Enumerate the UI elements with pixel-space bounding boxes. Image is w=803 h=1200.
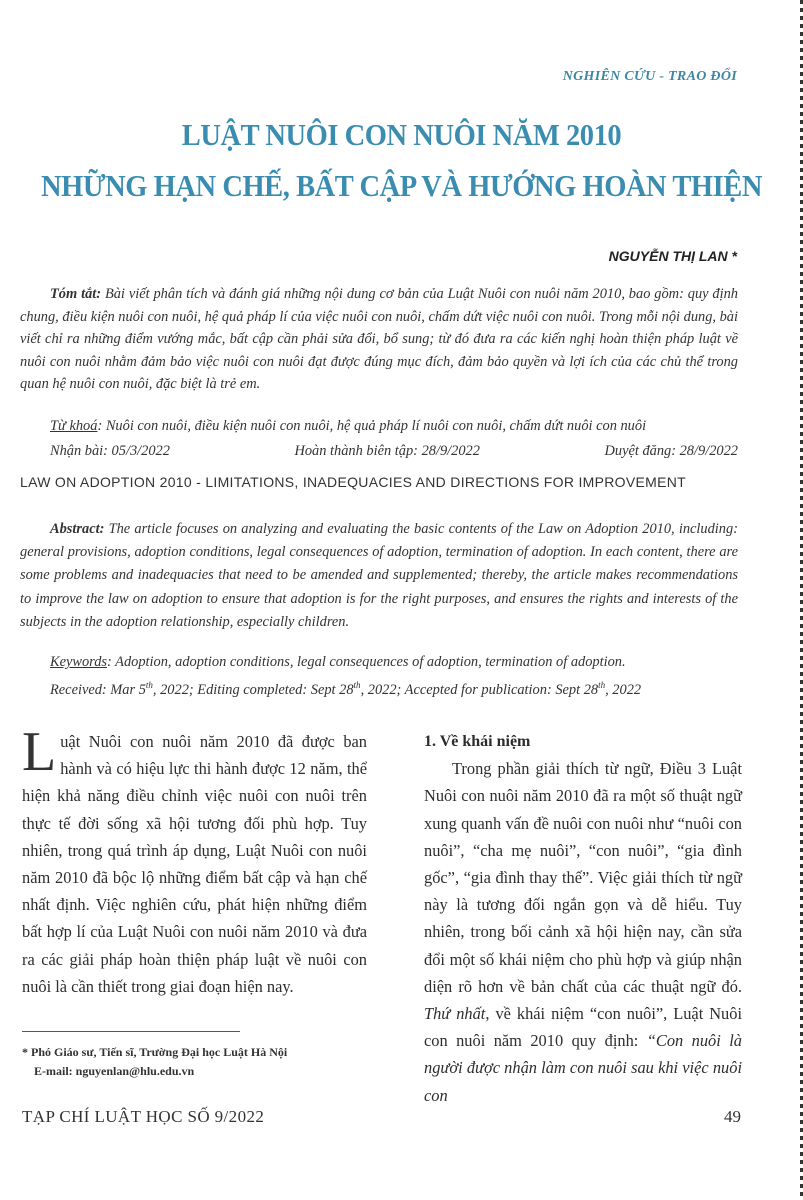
dates-vietnamese [50, 443, 738, 460]
accepted-en-text: , 2022; Accepted for publication: Sept 28 [360, 681, 599, 698]
edited-date-vn: Hoàn thành biên tập: 28/9/2022 [294, 443, 480, 459]
drop-cap: L [22, 721, 57, 783]
received-date-vn: Nhận bài: 05/3/2022 [50, 443, 170, 459]
article-title-line2: NHỮNG HẠN CHẾ, BẤT CẬP VÀ HƯỚNG HOÀN THIỆN [41, 168, 762, 203]
section1-emphasis: Thứ nhất [424, 1004, 486, 1024]
section1-text-b: , về khái niệm “con nuôi”, Luật Nuôi con nuôi năm 2010 quy định: [424, 1004, 743, 1051]
keywords-vn-label: Từ khoá [50, 418, 98, 434]
accepted-en-year: , 2022 [605, 681, 642, 698]
keywords-vietnamese [50, 418, 740, 435]
footnote-divider [22, 1031, 240, 1032]
intro-paragraph: uật Nuôi con nuôi năm 2010 đã được ban hành và có hiệu lực thi hành được 12 năm, thể hiện khả năng điều chỉnh việc nuôi con nuôi trên thực tế đời sống xã hội tương đối phù hợp. Tuy nhiên, trong quá trình áp dụng, Luật Nuôi con nuôi năm 2010 đã bộc lộ những điểm bất cập và hạn chế nhất định. Việc nghiên cứu, phát hiện những điểm bất hợp lí của Luật Nuôi con nuôi năm 2010 và đưa ra các giải pháp hoàn thiện pháp luật về nuôi con nuôi là cần thiết trong giai đoạn hiện nay. [22, 732, 367, 996]
footnote-affiliation: * Phó Giáo sư, Tiến sĩ, Trường Đại học Luật Hà Nội [22, 1045, 288, 1059]
received-en-text: Received: Mar 5 [50, 681, 146, 698]
keywords-en-label: Keywords [50, 654, 108, 670]
abstract-en-text: The article focuses on analyzing and evaluating the basic contents of the Law on Adoption 2010, including: general provisions, adoption conditions, legal consequences of adoption, termination of adoption. In each content, there are some problems and inadequacies that need to be amended and supplemented; thereby, the article makes recommendations to improve the law on adoption to ensure that adoption is for the right purposes, and ensures the rights and interests of the subjects in the adoption relationship, especially children. [20, 521, 738, 630]
abstract-en-label: Abstract: [50, 521, 105, 537]
received-en-sup: th [145, 680, 153, 690]
abstract-vn-label: Tóm tắt: [50, 286, 102, 302]
footnote [22, 1043, 382, 1081]
dates-english [50, 680, 740, 699]
keywords-vn-text: : Nuôi con nuôi, điều kiện nuôi con nuôi, hệ quả pháp lí nuôi con nuôi, chấm dứt nuôi con nuôi [97, 418, 647, 434]
body-column-left [22, 721, 367, 1000]
footnote-email: E-mail: nguyenlan@hlu.edu.vn [34, 1064, 195, 1078]
english-title: LAW ON ADOPTION 2010 - LIMITATIONS, INADEQUACIES AND DIRECTIONS FOR IMPROVEMENT [20, 474, 686, 490]
journal-footer: TẠP CHÍ LUẬT HỌC SỐ 9/2022 [22, 1107, 265, 1126]
section-tag: NGHIÊN CỨU - TRAO ĐỔI [562, 69, 737, 84]
page-number: 49 [724, 1107, 741, 1126]
abstract-vn-text: Bài viết phân tích và đánh giá những nội dung cơ bản của Luật Nuôi con nuôi năm 2010, bao gồm: quy định chung, điều kiện nuôi con nuôi, hệ quả pháp lí của việc nuôi con nuôi, chấm dứt việc nuôi con nuôi. Trong mỗi nội dung, bài viết chỉ ra những điểm vướng mắc, bất cập cần phải sửa đổi, bổ sung; từ đó đưa ra các kiến nghị hoàn thiện pháp luật về nuôi con nuôi nhằm đảm bảo việc nuôi con nuôi đạt được đúng mục đích, đảm bảo quyền và lợi ích của các chủ thể trong quan hệ nuôi con nuôi, đặc biệt là trẻ em. [20, 286, 738, 393]
keywords-english [50, 654, 740, 671]
section1-text-a: Trong phần giải thích từ ngữ, Điều 3 Luật Nuôi con nuôi năm 2010 đã ra một số thuật ngữ xung quanh vấn đề nuôi con nuôi như “nuôi con nuôi”, “cha mẹ nuôi”, “con nuôi”, “gia đình gốc”, “gia đình thay thế”. Việc giải thích từ ngữ này là tương đối ngắn gọn và dễ hiểu. Tuy nhiên, trong bối cảnh xã hội hiện nay, cần sửa đổi một số khái niệm cho phù hợp và giúp nhận diện rõ hơn về bản chất của các thuật ngữ đó. [424, 759, 742, 996]
keywords-en-text: : Adoption, adoption conditions, legal consequences of adoption, termination of adoption. [107, 654, 626, 670]
accepted-date-vn: Duyệt đăng: 28/9/2022 [604, 443, 738, 459]
abstract-english [20, 518, 738, 634]
edited-en-sup: th [353, 680, 361, 690]
article-title-line1: LUẬT NUÔI CON NUÔI NĂM 2010 [181, 117, 622, 152]
edited-en-text: , 2022; Editing completed: Sept 28 [152, 681, 354, 698]
accepted-en-sup: th [598, 680, 606, 690]
body-column-right [424, 728, 742, 1109]
abstract-vietnamese [20, 283, 738, 396]
section1-quote: “Con nuôi là người được nhận làm con nuôi sau khi việc nuôi con [424, 1031, 743, 1105]
author-name: NGUYỄN THỊ LAN * [608, 248, 737, 264]
section-heading: 1. Về khái niệm [424, 733, 531, 750]
section1-paragraph [424, 755, 742, 1109]
